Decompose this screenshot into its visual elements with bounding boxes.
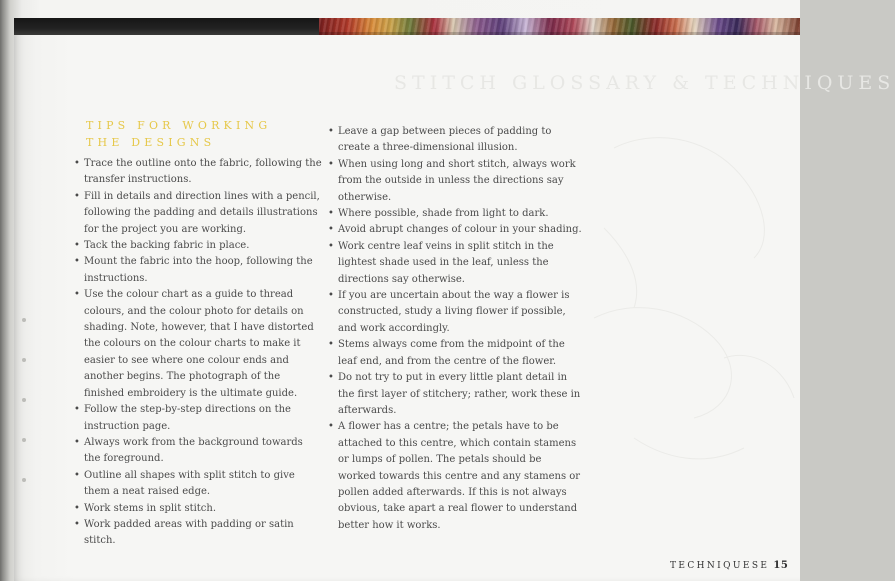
page-footer (670, 560, 788, 571)
tip-item: • Always work from the background towards the foreground. (74, 435, 322, 468)
top-black-band (14, 18, 319, 35)
binding-holes (22, 318, 28, 518)
embroidery-photo-strip (319, 18, 800, 35)
tip-item: • Work stems in split stitch. (74, 501, 322, 517)
tip-item: • Stems always come from the midpoint of the leaf end, and from the centre of the flower. (328, 337, 582, 370)
tips-list-right (328, 124, 582, 534)
show-through-sketch (574, 108, 814, 528)
tip-item: • Avoid abrupt changes of colour in your shading. (328, 222, 582, 238)
book-page (14, 18, 895, 581)
tip-item: • Mount the fabric into the hoop, following the instructions. (74, 254, 322, 287)
tip-item: • Work padded areas with padding or satin stitch. (74, 517, 322, 550)
page-number: 15 (773, 560, 789, 571)
tips-heading-line-2: THE DESIGNS (86, 136, 216, 149)
tip-item: • Trace the outline onto the fabric, following the transfer instructions. (74, 156, 322, 189)
tips-heading-line-1: TIPS FOR WORKING (86, 119, 272, 132)
tip-item: • Tack the backing fabric in place. (74, 238, 322, 254)
tip-item: • Use the colour chart as a guide to thread colours, and the colour photo for details on shading. Note, however, that I have distorted the colours on the colour charts to make it easier to see where one colour ends and another begins. The photograph of the finished embroidery is the ultimate guide. (74, 287, 322, 402)
tip-item: • A flower has a centre; the petals have to be attached to this centre, which contain stamens or lumps of pollen. The petals should be worked towards this centre and any stamens or pollen added afterwards. If this is not always obvious, take apart a real flower to understand better how it works. (328, 419, 582, 534)
tip-item: • Fill in details and direction lines with a pencil, following the padding and details illustrations for the project you are working. (74, 189, 322, 238)
tips-list-left (74, 156, 322, 550)
tip-item: • Leave a gap between pieces of padding to create a three-dimensional illusion. (328, 124, 582, 157)
footer-section-name: TECHNIQUESE (670, 561, 770, 571)
tips-heading (86, 117, 271, 151)
tip-item: • Follow the step-by-step directions on the instruction page. (74, 402, 322, 435)
tip-item: • Work centre leaf veins in split stitch in the lightest shade used in the leaf, unless the directions say otherwise. (328, 239, 582, 288)
tip-item: • Do not try to put in every little plant detail in the first layer of stitchery; rather, work these in afterwards. (328, 370, 582, 419)
show-through-title: STITCH GLOSSARY & TECHNIQUES (394, 72, 895, 94)
tip-item: • Outline all shapes with split stitch to give them a neat raised edge. (74, 468, 322, 501)
tip-item: • Where possible, shade from light to dark. (328, 206, 582, 222)
tip-item: • When using long and short stitch, always work from the outside in unless the directions say otherwise. (328, 157, 582, 206)
tip-item: • If you are uncertain about the way a flower is constructed, study a living flower if possible, and work accordingly. (328, 288, 582, 337)
